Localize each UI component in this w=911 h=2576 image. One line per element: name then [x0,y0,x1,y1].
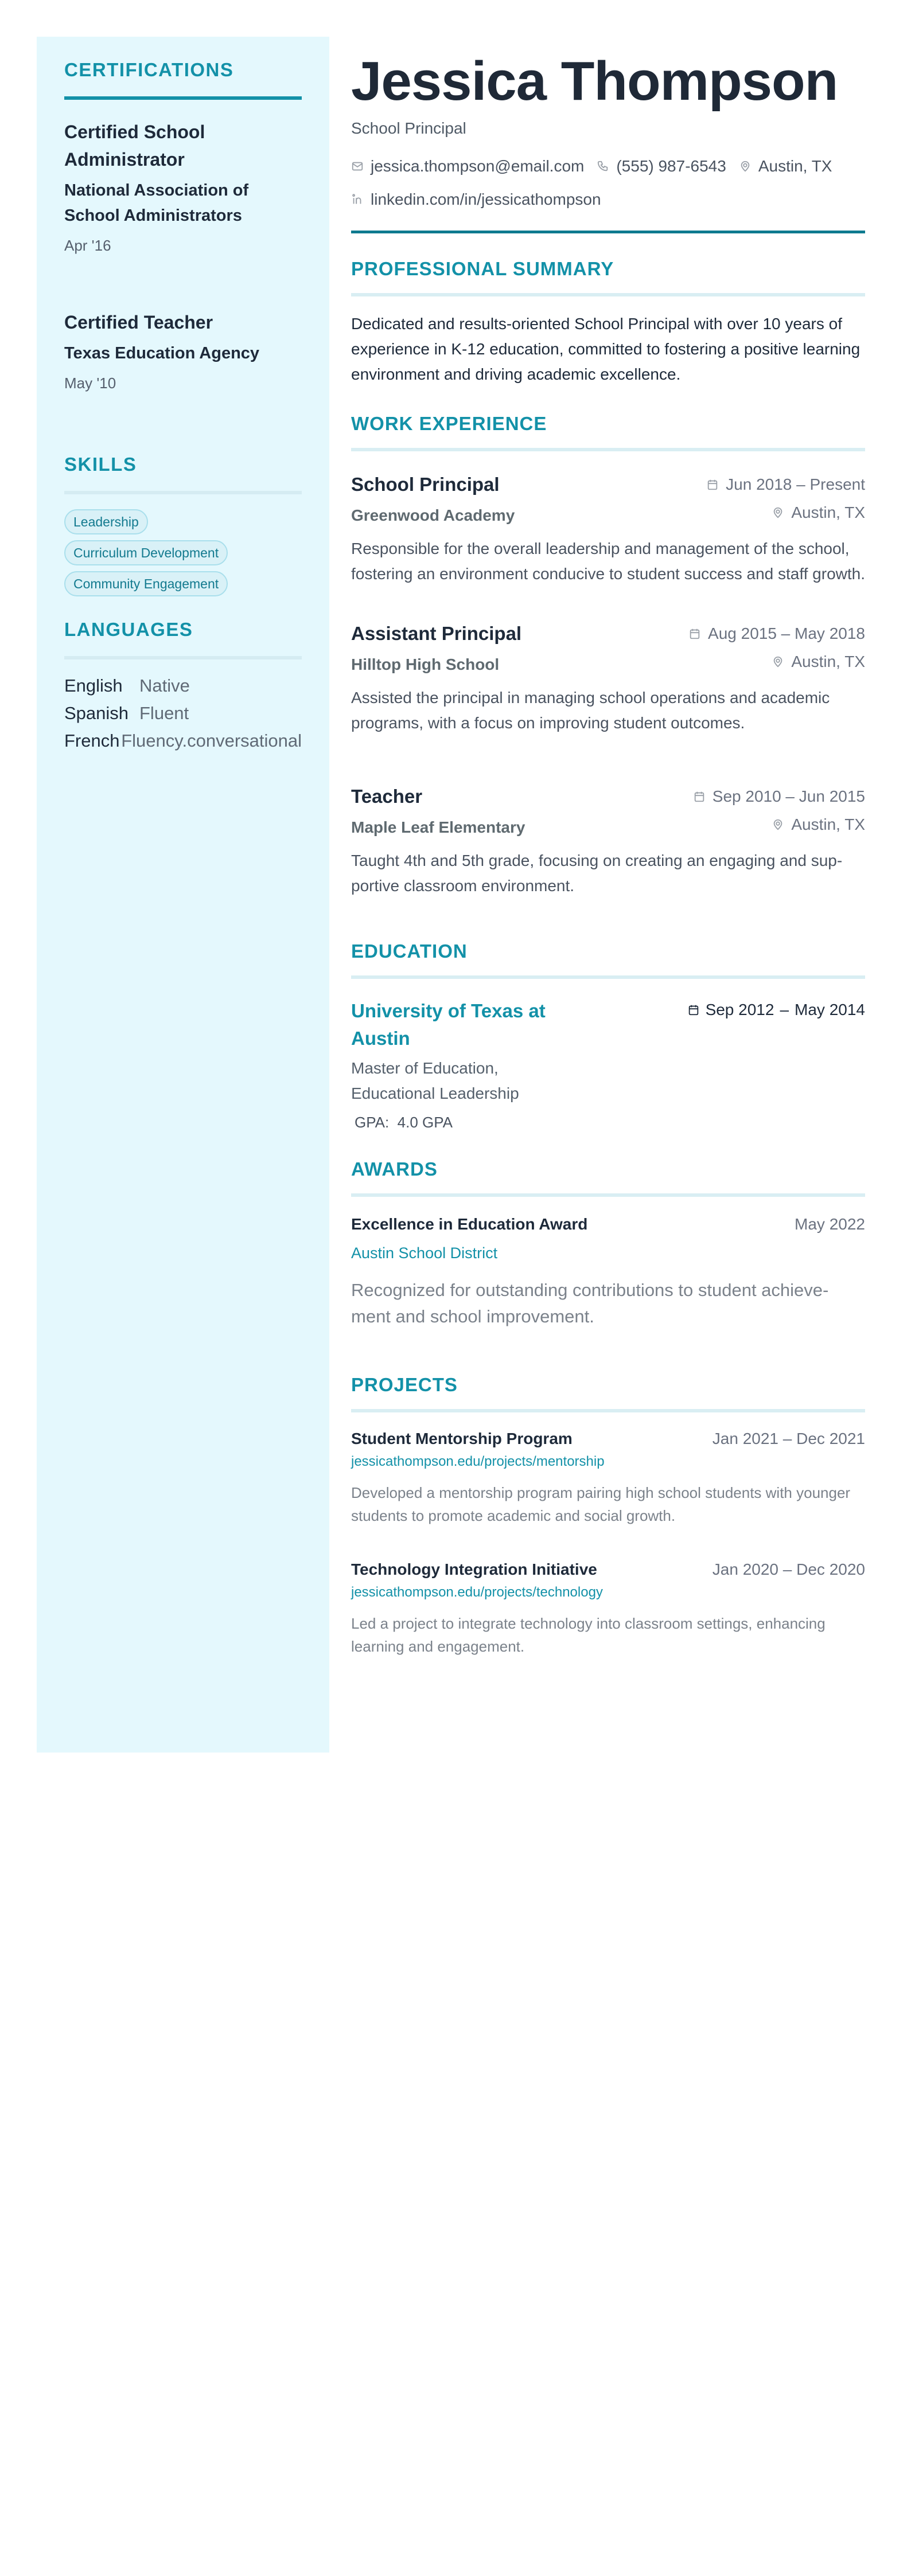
job-dates [688,621,865,646]
language-level: Fluent [139,703,189,723]
project-dates: Jan 2021 – Dec 2021 [712,1430,865,1447]
map-pin-icon [739,160,752,173]
skill-chip: Leadership [64,509,148,534]
contact-email[interactable] [351,155,584,178]
candidate-title: School Principal [351,119,466,137]
calendar-icon [688,627,701,640]
projects-divider [351,1409,865,1412]
project-entry [351,1427,865,1527]
skill-chip: Community Engagement [64,571,228,596]
awards-divider [351,1193,865,1197]
skills-list [64,509,302,596]
job-title: Teacher [351,786,423,807]
job-company: Hilltop High School [351,655,500,673]
language-row [64,700,302,727]
education-school: University of Texas at Austin [351,1000,546,1049]
job-company: Maple Leaf Elementary [351,818,525,836]
job-dates [693,784,865,809]
gpa-value: 4.0 GPA [397,1114,453,1131]
language-level: Native [139,676,190,696]
gpa-label: GPA: [355,1114,390,1131]
languages-section [64,617,302,755]
summary-text: Dedicated and results-oriented School Principal with over 10 years of experience in K-12 education, committed to fostering a positive learning environment and driving academic excellence. [351,315,861,383]
project-title: Student Mentorship Program [351,1430,573,1447]
job-location [772,500,865,525]
job-location-text: Austin, TX [791,504,865,521]
calendar-icon [687,1004,700,1016]
language-row [64,727,302,755]
job-entry [351,472,865,587]
job-dates-text: Aug 2015 – May 2018 [708,625,865,642]
skills-heading: SKILLS [64,454,137,475]
candidate-name: Jessica Thompson [351,50,838,112]
project-entry [351,1558,865,1658]
language-level: Fluency.conversational [121,731,302,751]
summary-section [351,256,865,387]
summary-divider [351,293,865,296]
certifications-section [64,57,302,395]
job-entry [351,784,865,899]
calendar-icon [706,478,719,491]
job-description: Taught 4th and 5th grade, focusing on creating an engaging and sup-portive classroom environment. [351,852,843,895]
project-link[interactable]: jessicathompson.edu/projects/technology [351,1584,603,1600]
project-dates: Jan 2020 – Dec 2020 [712,1560,865,1578]
contact-row [351,155,865,178]
award-entry [351,1212,865,1330]
languages-divider [64,656,302,659]
project-description: Developed a mentorship program pairing high school students with younger students to promote academic and social growth. [351,1484,851,1524]
job-description: Responsible for the overall leadership and management of the school, fostering an environment conducive to student success and staff growth. [351,540,865,583]
email-text[interactable]: jessica.thompson@email.com [371,157,585,175]
project-link[interactable]: jessicathompson.edu/projects/mentorship [351,1454,605,1469]
skills-section [64,452,302,596]
sidebar [37,37,329,1753]
phone-icon [597,160,609,173]
map-pin-icon [772,506,784,519]
contact-phone[interactable] [597,155,726,178]
awards-heading: AWARDS [351,1158,438,1180]
resume-header [351,49,865,233]
job-location [772,649,865,674]
job-location-text: Austin, TX [791,815,865,833]
education-degree: Master of Education, Educational Leadership [351,1059,519,1102]
contact-linkedin[interactable] [351,188,601,211]
contact-location [739,155,832,178]
phone-text[interactable]: (555) 987-6543 [616,157,726,175]
education-section [351,939,865,1134]
education-gpa [351,1111,569,1134]
award-description: Recognized for outstanding contributions to student achieve-ment and school improvement. [351,1280,829,1326]
header-divider [351,231,865,233]
certification-date: May '10 [64,374,116,392]
calendar-icon [693,790,706,803]
job-company: Greenwood Academy [351,506,515,524]
certification-name: Certified School Administrator [64,122,205,170]
location-text: Austin, TX [758,157,832,175]
job-title: Assistant Principal [351,623,522,644]
award-title: Excellence in Education Award [351,1215,588,1233]
certification-name: Certified Teacher [64,312,213,333]
certification-item [64,118,302,257]
education-entry [351,997,865,1134]
work-experience-section [351,411,865,899]
work-heading: WORK EXPERIENCE [351,413,547,434]
education-start: Sep 2012 [705,1001,774,1018]
education-heading: EDUCATION [351,940,468,962]
job-dates [706,472,865,497]
certification-org: Texas Education Agency [64,344,260,362]
award-org: Austin School District [351,1244,498,1262]
job-entry [351,621,865,736]
main-content [351,37,865,1658]
language-name: French [64,731,120,751]
map-pin-icon [772,818,784,831]
education-dates [687,997,865,1022]
summary-heading: PROFESSIONAL SUMMARY [351,258,614,279]
education-end: May 2014 [795,1001,865,1018]
education-date-separator: – [780,1001,789,1018]
work-divider [351,448,865,451]
languages-heading: LANGUAGES [64,619,193,640]
linkedin-text[interactable]: linkedin.com/in/jessicathompson [371,190,601,208]
certifications-heading: CERTIFICATIONS [64,59,234,80]
job-dates-text: Jun 2018 – Present [726,475,865,493]
language-row [64,672,302,700]
skill-chip: Curriculum Development [64,540,228,565]
education-divider [351,975,865,979]
job-location [772,812,865,837]
languages-list [64,672,302,755]
skills-divider [64,491,302,494]
job-location-text: Austin, TX [791,653,865,670]
linkedin-icon [351,193,364,206]
project-title: Technology Integration Initiative [351,1560,597,1578]
mail-icon [351,160,364,173]
language-name: Spanish [64,703,129,723]
language-name: English [64,676,123,696]
award-date: May 2022 [795,1215,865,1233]
contact-row-2 [351,188,865,211]
certification-date: Apr '16 [64,237,111,254]
awards-section [351,1157,865,1330]
job-dates-text: Sep 2010 – Jun 2015 [712,787,865,805]
certification-org: National Association of School Administrators [64,181,249,225]
certifications-divider [64,96,302,100]
job-title: School Principal [351,474,500,495]
map-pin-icon [772,655,784,668]
job-description: Assisted the principal in managing school operations and academic programs, with a focus on improving student outcomes. [351,689,830,732]
projects-section [351,1372,865,1658]
certification-item [64,309,302,395]
project-description: Led a project to integrate technology into classroom settings, enhancing learning and engagement. [351,1615,826,1655]
projects-heading: PROJECTS [351,1374,458,1395]
